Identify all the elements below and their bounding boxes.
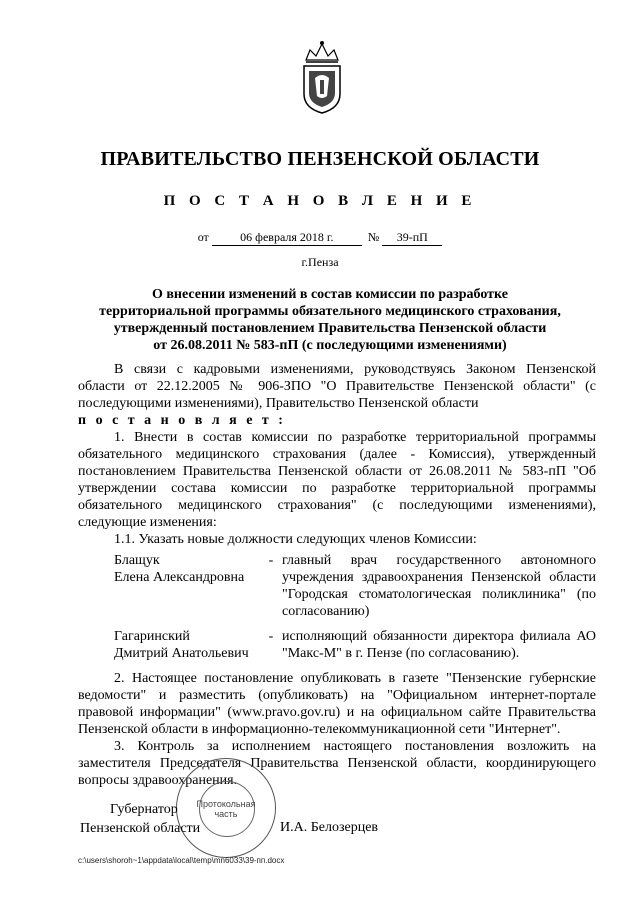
title-line: О внесении изменений в состав комиссии по разработке bbox=[151, 287, 508, 302]
member-dash: - bbox=[268, 629, 274, 644]
coat-of-arms-icon bbox=[300, 38, 344, 114]
member-given-names: Елена Александровна bbox=[114, 570, 245, 585]
item-3: 3. Контроль за исполнением настоящего постановления возложить на заместителя Председателя Правительства Пензенской области, координирующего вопросы здравоохранения. bbox=[78, 739, 596, 788]
signatory-region: Пензенской области bbox=[80, 821, 201, 836]
member-given-names: Дмитрий Анатольевич bbox=[114, 646, 249, 661]
item-1: 1. Внести в состав комиссии по разработке территориальной программы обязательного медицинского страхования (далее - Комиссия), утвержденный постановлением Правительства Пензенской области от 26.08.2011 № 583-пП "Об утверждении состава комиссии по разработке территориальной программы обязательного медицинского страхования" (с последующими изменениями), следующие изменения: bbox=[78, 430, 596, 530]
member-list bbox=[114, 552, 596, 662]
member-name bbox=[114, 628, 260, 662]
government-heading: ПРАВИТЕЛЬСТВО ПЕНЗЕНСКОЙ ОБЛАСТИ bbox=[100, 148, 540, 170]
resolves-word: п о с т а н о в л я е т : bbox=[78, 413, 286, 428]
member-row bbox=[114, 552, 596, 620]
member-name bbox=[114, 552, 260, 620]
stamp-label-line: часть bbox=[214, 809, 238, 819]
date-number-line bbox=[0, 230, 640, 246]
document-type: П О С Т А Н О В Л Е Н И Е bbox=[163, 193, 477, 209]
document-body bbox=[78, 361, 596, 789]
member-position: главный врач государственного автономного учреждения здравоохранения Пензенской области "Городская стоматологическая поликлиника" (по согласованию) bbox=[282, 553, 596, 619]
number-prefix: № bbox=[367, 230, 380, 244]
document-title bbox=[80, 286, 580, 354]
member-surname: Блащук bbox=[114, 553, 160, 568]
signatory-name: И.А. Белозерцев bbox=[280, 820, 379, 835]
stamp-label-line: Протокольная bbox=[196, 799, 256, 809]
member-surname: Гагаринский bbox=[114, 629, 190, 644]
member-dash: - bbox=[268, 553, 274, 568]
signature-block bbox=[80, 800, 200, 838]
file-path-footer: c:\users\shoroh~1\appdata\local\temp\mn6033\39-пп.docx bbox=[78, 856, 285, 865]
item-1-1: 1.1. Указать новые должности следующих членов Комиссии: bbox=[114, 532, 477, 547]
title-line: территориальной программы обязательного медицинского страхования, bbox=[99, 304, 561, 319]
document-number: 39-пП bbox=[382, 230, 442, 246]
item-2: 2. Настоящее постановление опубликовать в газете "Пензенские губернские ведомости" и разместить (опубликовать) на "Официальном интернет-портале правовой информации" (www.pravo.gov.ru) и на официальном сайте Правительства Пензенской области в информационно-телекоммуникационной сети "Интернет". bbox=[78, 671, 596, 737]
title-line: утвержденный постановлением Правительства Пензенской области bbox=[113, 321, 547, 336]
document-date: 06 февраля 2018 г. bbox=[212, 230, 362, 246]
title-line: от 26.08.2011 № 583-пП (с последующими изменениями) bbox=[153, 338, 507, 353]
member-row bbox=[114, 628, 596, 662]
member-position: исполняющий обязанности директора филиала АО "Макс-М" в г. Пензе (по согласованию). bbox=[282, 629, 596, 661]
signatory-title: Губернатор bbox=[110, 802, 178, 817]
city: г.Пенза bbox=[301, 255, 339, 269]
date-prefix: от bbox=[197, 230, 209, 244]
preamble: В связи с кадровыми изменениями, руководствуясь Законом Пензенской области от 22.12.2005 № 906-ЗПО "О Правительстве Пензенской области" (с последующими изменениями), Правительство Пензенской области bbox=[78, 362, 596, 411]
